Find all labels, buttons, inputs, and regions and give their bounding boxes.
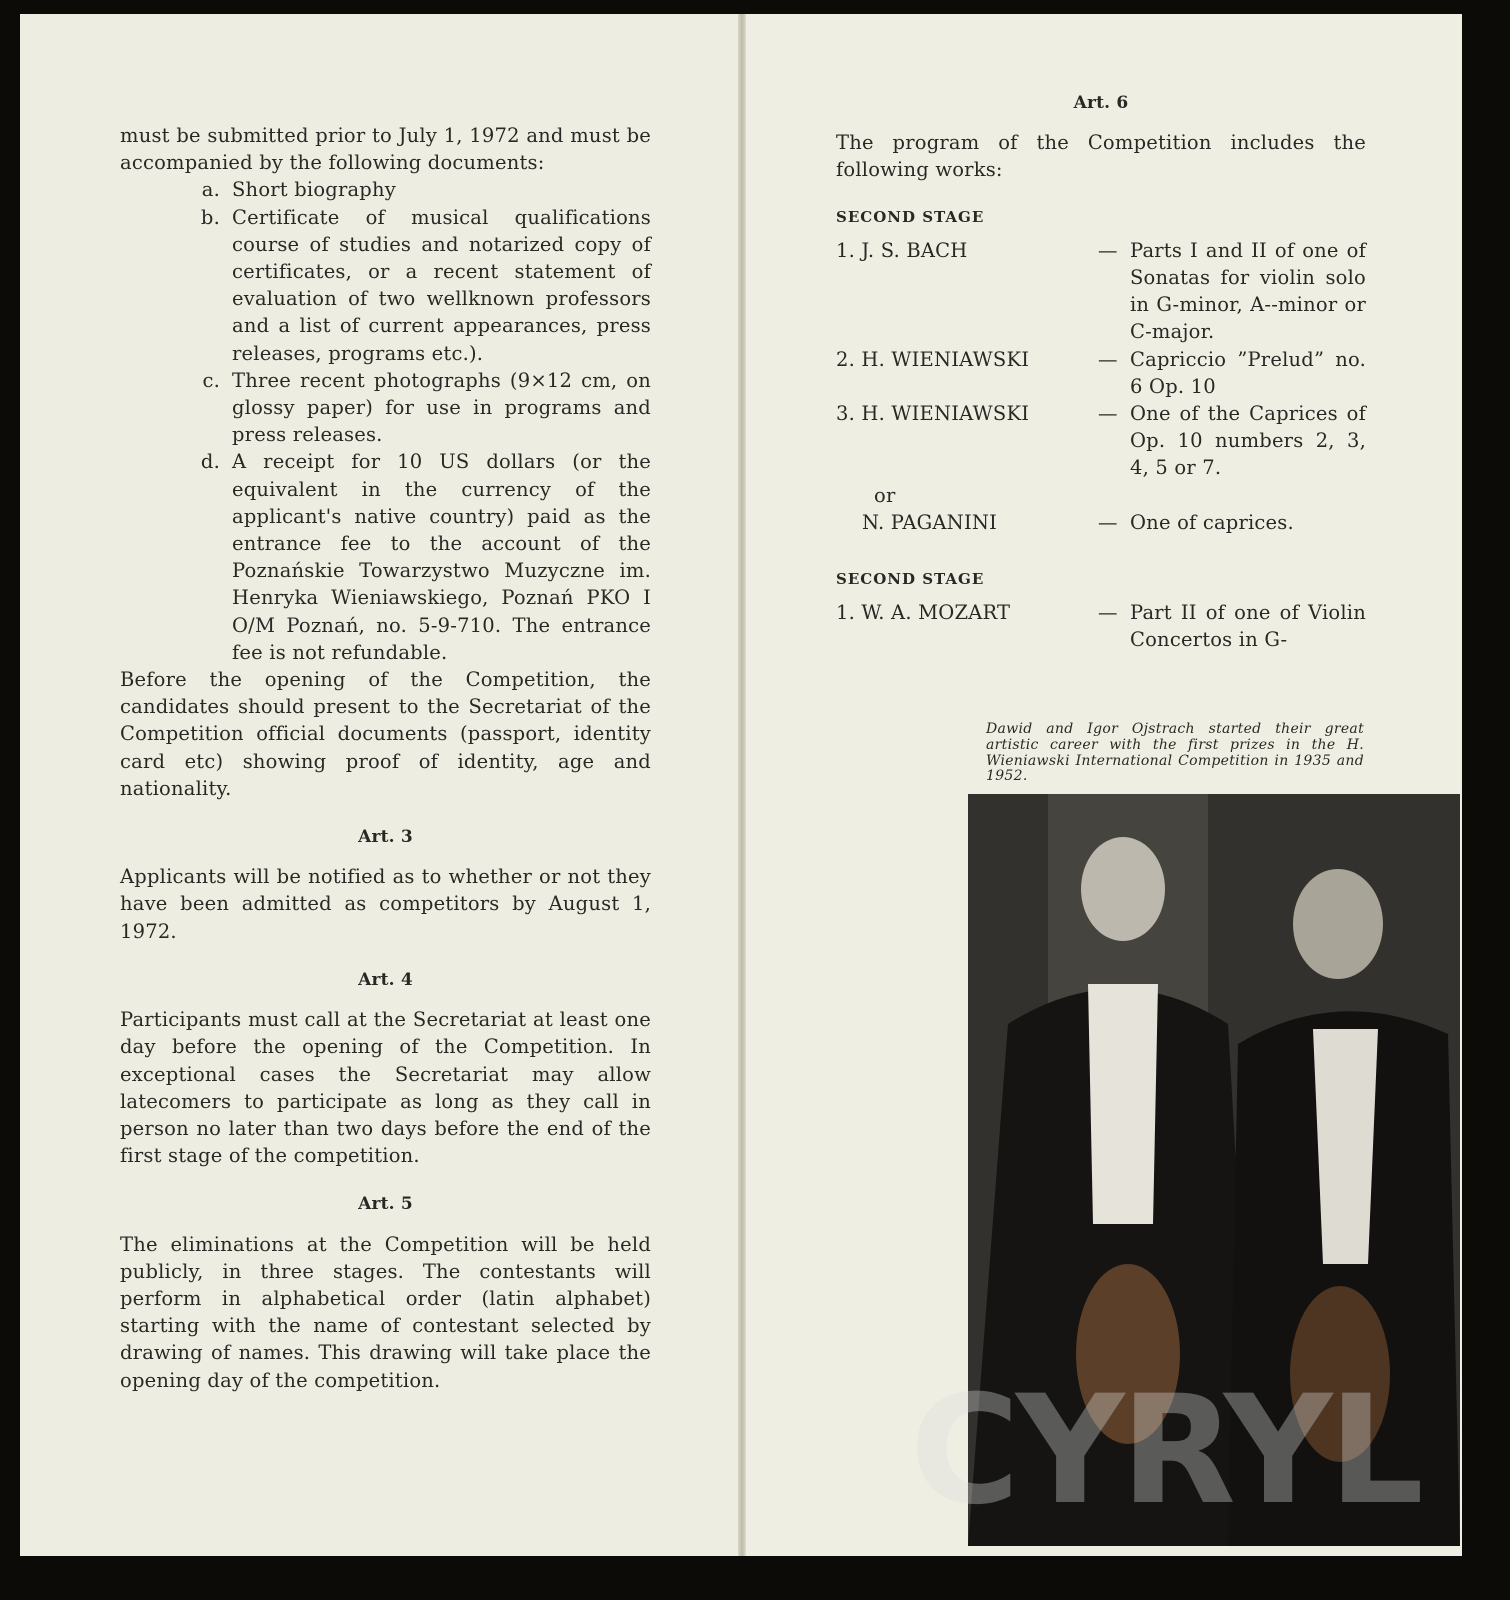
cyryl-watermark: CYRYL [909, 1364, 1420, 1538]
dash: — [1098, 402, 1118, 426]
art3-text: Applicants will be notified as to whether or not they have been admitted as competitors by August 1, 1972. [120, 865, 651, 943]
work: Parts I and II of one of Sonatas for violin solo in G-minor, A--minor or C-major. [1130, 238, 1366, 344]
work: One of caprices. [1130, 510, 1294, 534]
art6-text: The program of the Competition includes the following works: [836, 131, 1366, 182]
intro-paragraph: must be submitted prior to July 1, 1972 and must be accompanied by the following documents: [120, 124, 651, 175]
dash: — [1098, 238, 1118, 262]
list-item [120, 448, 651, 666]
dash: — [1098, 347, 1118, 371]
art5-heading: Art. 5 [358, 1194, 413, 1215]
item-text: Certificate of musical qualifications course of studies and notarized copy of certificates, or a recent statement of evaluation of two wellknown professors and a list of current appearances, press releases, programs etc.). [232, 205, 651, 365]
item-text: A receipt for 10 US dollars (or the equivalent in the currency of the applicant's native country) paid as the entrance fee to the account of the Poznańskie Towarzystwo Muzyczne im. Henryka Wieniawskiego, Poznań PKO I O/M Poznań, no. 5-9-710. The entrance fee is not refundable. [232, 450, 651, 664]
art3-heading: Art. 3 [358, 827, 413, 848]
item-letter: b. [200, 205, 220, 229]
art4-text: Participants must call at the Secretariat at least one day before the opening of the Competition. In exceptional cases the Secretariat may allow latecomers to participate as long as they call in person no later than two days before the end of the first stage of the competition. [120, 1008, 651, 1168]
before-opening-paragraph: Before the opening of the Competition, the candidates should present to the Secretariat of the Competition official documents (passport, identity card etc) showing proof of identity, age and nationality. [120, 668, 651, 800]
item-text: Short biography [232, 178, 396, 202]
item-letter: c. [202, 368, 220, 392]
left-page-text [120, 122, 651, 1394]
work: Capriccio ”Prelud” no. 6 Op. 10 [1130, 347, 1366, 398]
binding-gutter [738, 14, 746, 1556]
photo-caption: Dawid and Igor Ojstrach started their great artistic career with the first prizes in the H. Wieniawski International Competition in 1935 and 1952. [986, 721, 1364, 785]
list-item [120, 367, 651, 449]
program-row [836, 346, 1366, 400]
list-item [120, 204, 651, 367]
program-row [836, 599, 1366, 653]
dash: — [1098, 510, 1118, 534]
dash: — [1098, 601, 1118, 625]
composer: 2. H. WIENIAWSKI [836, 347, 1030, 371]
composer: 3. H. WIENIAWSKI [836, 402, 1030, 426]
stage-heading: SECOND STAGE [836, 207, 985, 226]
item-text: Three recent photographs (9×12 cm, on glossy paper) for use in programs and press releases. [232, 368, 651, 447]
art5-text: The eliminations at the Competition will be held publicly, in three stages. The contestants will perform in alphabetical order (latin alphabet) starting with the name of contestant selected by drawing of names. This drawing will take place the opening day of the competition. [120, 1232, 651, 1392]
item-letter: a. [201, 178, 220, 202]
right-page-text [836, 90, 1366, 654]
composer: 1. W. A. MOZART [836, 601, 1011, 625]
photo-ojstrach [909, 794, 1460, 1546]
list-item [120, 176, 651, 203]
program-row [836, 509, 1366, 536]
art6-heading: Art. 6 [1073, 93, 1129, 113]
composer: 1. J. S. BACH [836, 238, 968, 262]
program-row [836, 400, 1366, 482]
work: One of the Caprices of Op. 10 numbers 2, 3, 4, 5 or 7. [1130, 402, 1366, 480]
art4-heading: Art. 4 [358, 969, 413, 990]
item-letter: d. [200, 450, 220, 474]
stage-heading: SECOND STAGE [836, 570, 985, 589]
work: Part II of one of Violin Concertos in G- [1130, 601, 1366, 652]
or-label: or [874, 483, 896, 507]
composer: N. PAGANINI [862, 510, 998, 534]
program-row [836, 237, 1366, 346]
